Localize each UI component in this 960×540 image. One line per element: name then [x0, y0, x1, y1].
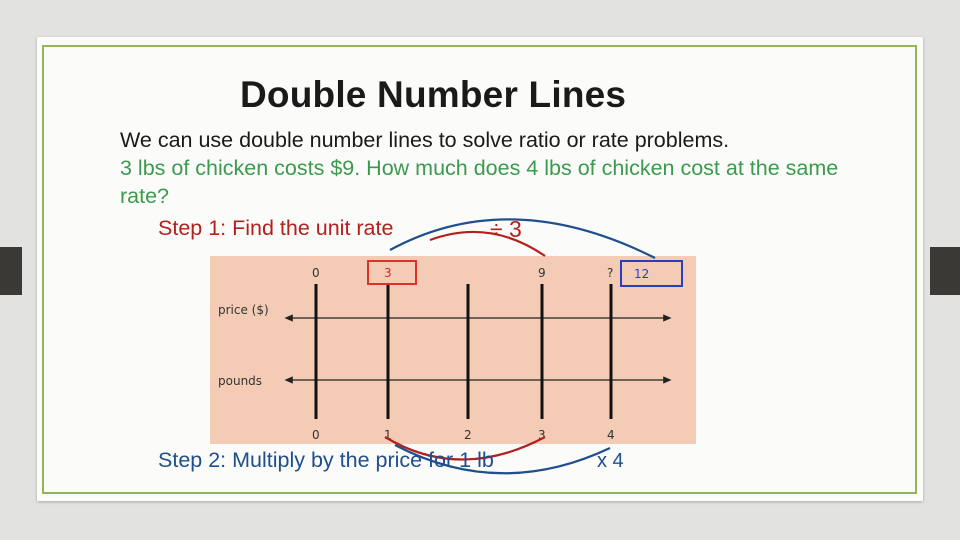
step1-text: Step 1: Find the unit rate [158, 216, 394, 240]
pounds-tick-label: 4 [607, 428, 615, 442]
pounds-tick-label: 1 [384, 428, 392, 442]
price-tick-label: ? [607, 266, 614, 280]
price-tick-label: 0 [312, 266, 320, 280]
slide-title: Double Number Lines [240, 74, 627, 115]
unit-rate-box [368, 261, 416, 284]
answer-box [621, 261, 682, 286]
slide-body [120, 126, 840, 210]
diagram-svg [210, 256, 696, 444]
problem-text: 3 lbs of chicken costs $9. How much does 4 lbs of chicken cost at the same rate? [120, 156, 839, 208]
pounds-tick-label: 2 [464, 428, 472, 442]
step2-text: Step 2: Multiply by the price for 1 lb [158, 448, 494, 472]
intro-text: We can use double number lines to solve ratio or rate problems. [120, 128, 730, 152]
divide-operator: ÷ 3 [490, 216, 522, 242]
price-row-label: price ($) [218, 303, 269, 317]
price-tick-label: 3 [384, 266, 392, 280]
pounds-row-label: pounds [218, 374, 263, 388]
answer-value: 12 [634, 267, 650, 281]
pounds-tick-label: 0 [312, 428, 320, 442]
double-number-line-diagram [210, 256, 696, 444]
price-tick-label: 9 [538, 266, 546, 280]
pounds-tick-label: 3 [538, 428, 546, 442]
right-edge-tab [930, 247, 960, 295]
left-edge-tab [0, 247, 22, 295]
multiply-operator: x 4 [597, 450, 624, 472]
